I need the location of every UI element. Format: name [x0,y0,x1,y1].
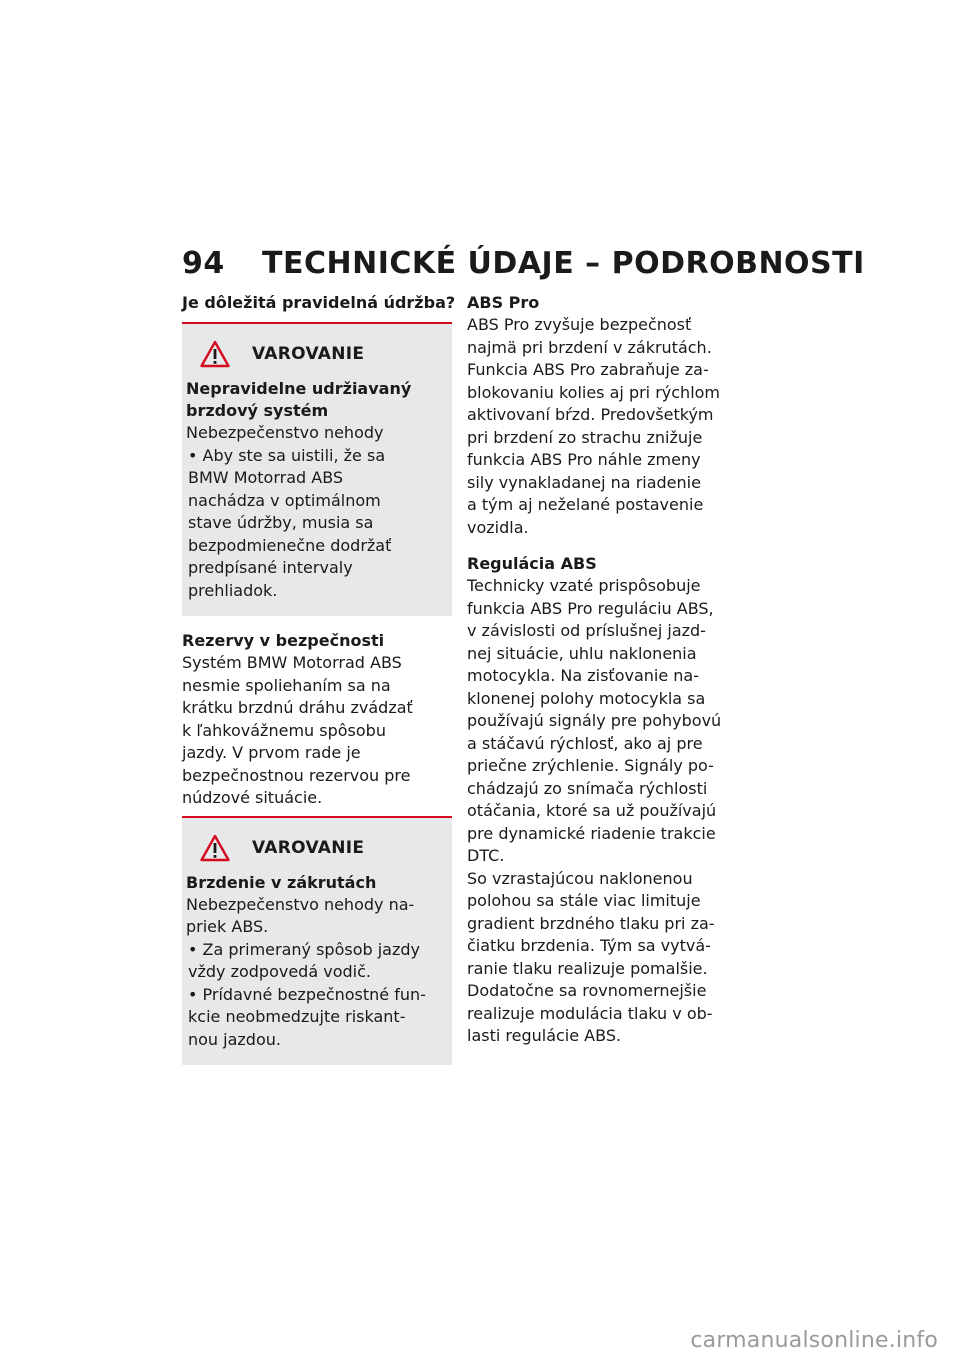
text-line: realizuje modulácia tlaku v ob- [467,1003,713,1023]
page-number: 94 [182,246,225,281]
text-line: polohou sa stále viac limituje [467,891,701,910]
bullet-line: prehliadok. [188,580,278,600]
warning-triangle-icon [200,340,230,368]
warning-box-maintenance [182,322,452,616]
text-line: v závislosti od príslušnej jazd- [467,621,706,640]
text-line: otáčania, ktoré sa už používajú [467,801,717,820]
text-line: ranie tlaku realizuje pomalšie. [467,958,708,978]
text-line: nej situácie, uhlu naklonenia [467,643,697,663]
right-column [467,292,742,1048]
text-line: čiatku brzdenia. Tým sa vytvá- [467,936,711,955]
warning-subtitle-line: brzdový systém [186,401,329,420]
text-line: priečne zrýchlenie. Signály po- [467,756,714,775]
text-line: priek ABS. [186,917,269,936]
bullet-line: BMW Motorrad ABS [188,468,344,487]
text-line: Systém BMW Motorrad ABS [182,653,402,672]
bullet-line: nachádza v optimálnom [188,490,381,510]
text-line: blokovaniu kolies aj pri rýchlom [467,382,721,402]
section-text-abs-pro [467,314,742,539]
question-heading: Je dôležitá pravidelná údržba? [182,293,456,312]
text-line: chádzajú zo snímača rýchlosti [467,778,708,798]
warning-subtitle [186,378,452,422]
text-line: So vzrastajúcou naklonenou [467,868,693,888]
text-line: najmä pri brzdení v zákrutách. [467,337,712,357]
section-text-reserve [182,652,452,810]
section-title-abs-pro: ABS Pro [467,293,540,312]
warning-header [200,834,452,862]
warning-bullet: • Za primeraný spôsob jazdy vždy zodpovedá vodič. [186,939,452,984]
text-line: bezpečnostnou rezervou pre [182,765,411,785]
warning-title: VAROVANIE [252,344,365,364]
bullet-line: kcie neobmedzujte riskant- [188,1007,406,1026]
bullet-line: Za primeraný spôsob jazdy [202,939,420,959]
text-line: gradient brzdného tlaku pri za- [467,913,715,933]
page-title: TECHNICKÉ ÚDAJE – PODROBNOSTI [262,246,865,281]
text-line: funkcia ABS Pro reguláciu ABS, [467,598,714,618]
warning-subtitle-line: Nepravidelne udržiavaný [186,379,412,398]
section-title-regulation: Regulácia ABS [467,554,597,573]
warning-box-cornering [182,816,452,1066]
text-line: Nebezpečenstvo nehody na- [186,894,415,914]
text-line: a tým aj neželané postavenie [467,495,704,514]
text-line: k ľahkovážnemu spôsobu [182,720,386,740]
warning-title: VAROVANIE [252,837,365,858]
warning-text: Nebezpečenstvo nehody [186,423,384,442]
warning-text [186,894,452,939]
page-header [182,246,865,281]
bullet-line: Aby ste sa uistili, že sa [202,445,386,465]
watermark: carmanualsonline.info [690,1328,938,1353]
text-line: jazdy. V prvom rade je [182,743,361,762]
text-line: používajú signály pre pohybovú [467,711,722,730]
text-line: nesmie spoliehaním sa na [182,675,391,695]
section-title-reserve: Rezervy v bezpečnosti [182,631,385,650]
text-line: klonenej polohy motocykla sa [467,688,706,708]
text-line: aktivovaní bŕzd. Predovšetkým [467,405,714,424]
text-line: a stáčavú rýchlosť, ako aj pre [467,733,703,753]
bullet-line: nou jazdou. [188,1029,281,1049]
text-line: pre dynamické riadenie trakcie [467,823,716,843]
text-line: núdzové situácie. [182,788,323,807]
text-line: krátku brzdnú dráhu zvádzať [182,698,413,717]
text-line: motocykla. Na zisťovanie na- [467,666,699,685]
text-line: Dodatočne sa rovnomernejšie [467,981,707,1000]
text-line: DTC. [467,846,505,865]
warning-header [200,340,452,368]
left-column [182,292,456,1079]
bullet-line: Prídavné bezpečnostné fun- [202,984,426,1004]
text-line: ABS Pro zvyšuje bezpečnosť [467,315,692,334]
bullet-line: bezpodmienečne dodržať [188,535,392,555]
text-line: sily vynakladanej na riadenie [467,472,701,492]
warning-triangle-icon [200,834,230,862]
text-line: lasti regulácie ABS. [467,1026,622,1045]
text-line: Technicky vzaté prispôsobuje [467,576,701,595]
bullet-line: vždy zodpovedá vodič. [188,962,371,981]
warning-bullet: • Aby ste sa uistili, že sa BMW Motorrad ABS nachádza v optimálnom stave údržby, musia sa bezpodmienečne dodržať predpísané intervaly prehliadok. [186,445,452,603]
section-text-regulation [467,575,742,1048]
text-line: funkcia ABS Pro náhle zmeny [467,450,701,469]
bullet-line: predpísané intervaly [188,558,353,577]
bullet-line: stave údržby, musia sa [188,513,374,532]
text-line: Funkcia ABS Pro zabraňuje za- [467,360,709,379]
warning-subtitle: Brzdenie v zákrutách [186,872,377,892]
warning-bullet: • Prídavné bezpečnostné fun- kcie neobmedzujte riskant- nou jazdou. [186,984,452,1052]
text-line: pri brzdení zo strachu znižuje [467,427,703,447]
text-line: vozidla. [467,517,529,537]
